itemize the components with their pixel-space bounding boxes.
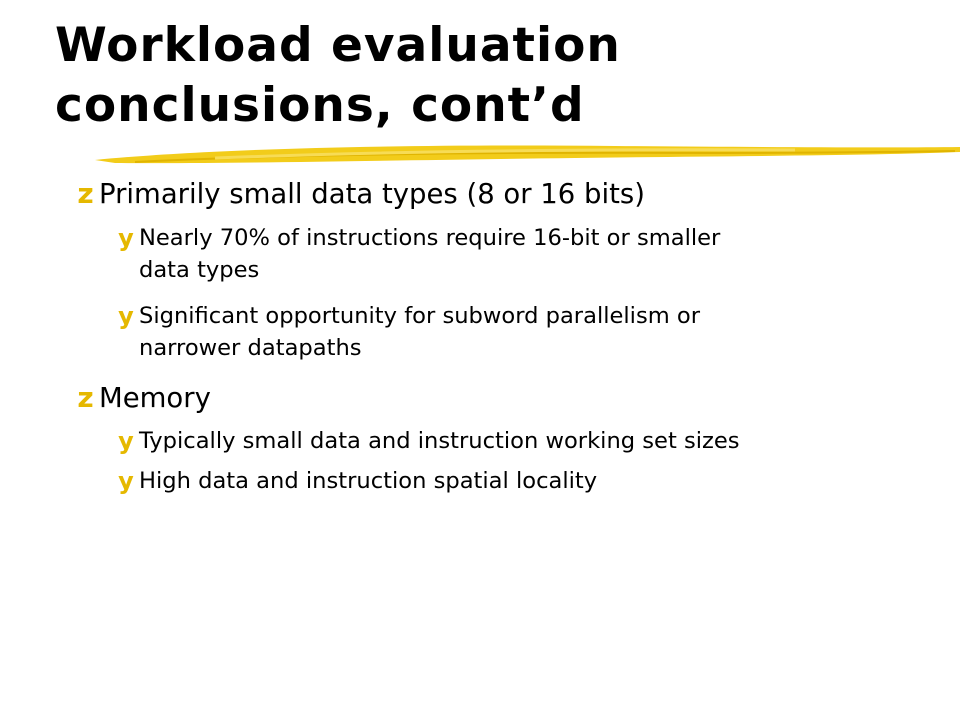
bullet-y-icon: y bbox=[118, 427, 134, 455]
slide-title bbox=[55, 16, 935, 136]
sub-bullet-item bbox=[113, 222, 720, 286]
bullet-item bbox=[72, 380, 211, 416]
bullet-text: Memory bbox=[99, 382, 211, 414]
text-line: Nearly 70% of instructions require 16-bit or smaller bbox=[139, 225, 721, 251]
sub-bullet-text bbox=[139, 465, 597, 497]
sub-bullet-text bbox=[139, 222, 720, 286]
sub-bullet-text bbox=[139, 300, 700, 364]
sub-bullet-text bbox=[139, 425, 740, 457]
sub-bullet-item bbox=[113, 465, 597, 497]
text-line: Typically small data and instruction working set sizes bbox=[139, 428, 740, 454]
sub-bullet-item bbox=[113, 425, 740, 457]
bullet-z-icon: z bbox=[77, 177, 94, 210]
bullet-y-icon: y bbox=[118, 467, 134, 495]
bullet-z-icon: z bbox=[77, 381, 94, 414]
text-line: data types bbox=[139, 257, 260, 283]
bullet-item bbox=[72, 176, 645, 212]
bullet-text: Primarily small data types (8 or 16 bits) bbox=[99, 178, 645, 210]
title-underline-swoosh bbox=[95, 136, 960, 174]
title-line: conclusions, cont’d bbox=[55, 78, 585, 133]
bullet-y-icon: y bbox=[118, 224, 134, 252]
bullet-y-icon: y bbox=[118, 302, 134, 330]
text-line: narrower datapaths bbox=[139, 335, 362, 361]
sub-bullet-item bbox=[113, 300, 700, 364]
text-line: Significant opportunity for subword parallelism or bbox=[139, 303, 701, 329]
title-line: Workload evaluation bbox=[55, 18, 621, 73]
text-line: High data and instruction spatial locality bbox=[139, 468, 598, 494]
